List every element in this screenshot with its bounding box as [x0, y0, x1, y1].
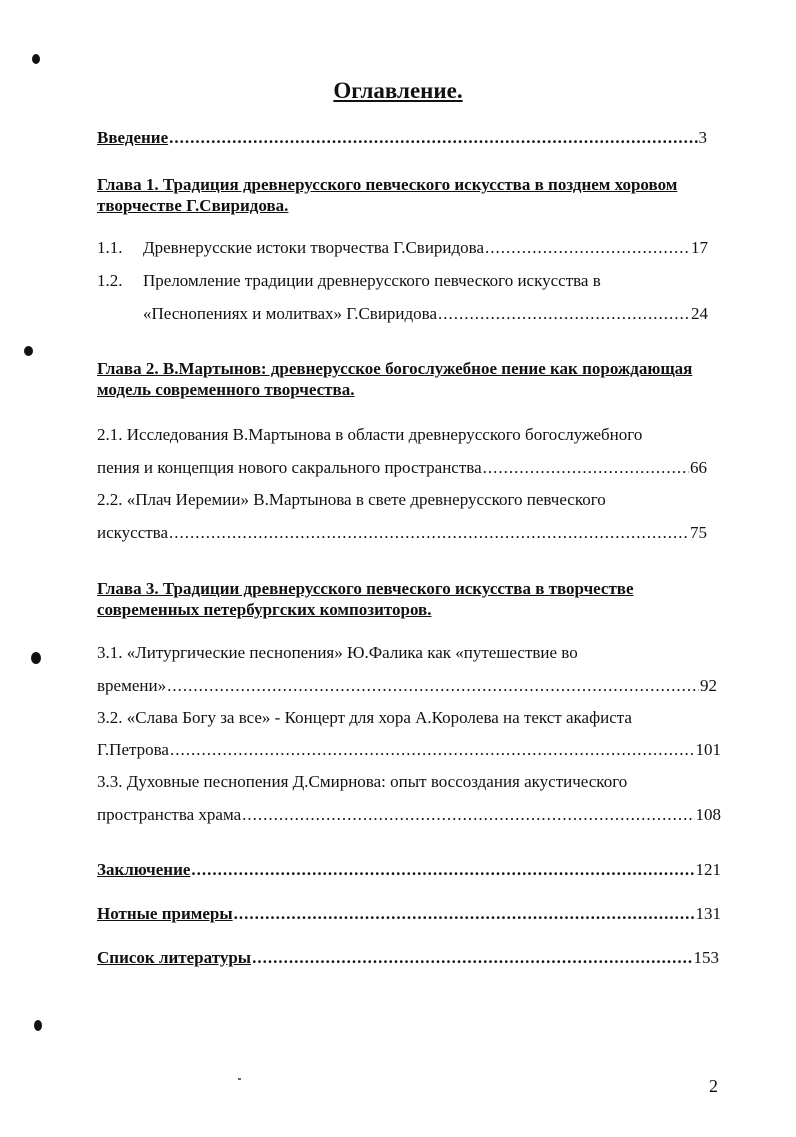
toc-page-number: 75	[690, 523, 707, 542]
binding-hole-mark	[32, 54, 40, 64]
binding-hole-mark	[24, 346, 33, 356]
chapter-3-heading[interactable]: Глава 3. Традиции древнерусского певческого искусства в творчестве современных петербургских композиторов.	[97, 579, 634, 619]
scan-speck	[238, 1078, 241, 1080]
section-number: 1.1.	[97, 238, 123, 257]
section-number: 1.2.	[97, 271, 123, 290]
toc-entry-3-3[interactable]	[97, 803, 721, 827]
toc-entry-3-2[interactable]	[97, 738, 721, 762]
toc-entry-3-2-line1[interactable]: 3.2. «Слава Богу за все» - Концерт для хора А.Королева на текст акафиста	[97, 708, 632, 727]
toc-entry-music-examples[interactable]	[97, 902, 721, 926]
toc-entry-label: Древнерусские истоки творчества Г.Свиридова	[143, 238, 485, 257]
chapter-2-heading[interactable]: Глава 2. В.Мартынов: древнерусское богослужебное пение как порождающая модель современного творчества.	[97, 359, 693, 399]
toc-entry-conclusion[interactable]	[97, 858, 721, 882]
toc-page-number: 3	[698, 128, 707, 147]
dot-leader	[191, 858, 694, 882]
dot-leader	[169, 521, 689, 545]
toc-entry-1-1[interactable]	[143, 236, 708, 260]
toc-entry-bibliography[interactable]	[97, 946, 719, 970]
page-title: Оглавление.	[333, 78, 463, 103]
toc-entry-label: времени»	[97, 676, 167, 695]
toc-entry-1-2[interactable]	[143, 302, 708, 326]
toc-entry-label: пространства храма	[97, 805, 242, 824]
dot-leader	[170, 738, 695, 762]
toc-entry-label: Заключение	[97, 860, 191, 879]
toc-page-number: 108	[695, 805, 721, 824]
toc-entry-3-1[interactable]	[97, 674, 717, 698]
toc-entry-2-2[interactable]	[97, 521, 707, 545]
dot-leader	[242, 803, 694, 827]
toc-page-number: 121	[695, 860, 721, 879]
binding-hole-mark	[31, 652, 41, 664]
binding-hole-mark	[34, 1020, 42, 1031]
toc-entry-3-3-line1[interactable]: 3.3. Духовные песнопения Д.Смирнова: опыт воссоздания акустического	[97, 772, 628, 791]
toc-entry-label: Г.Петрова	[97, 740, 169, 759]
dot-leader	[234, 902, 695, 926]
toc-entry-label: «Песнопениях и молитвах» Г.Свиридова	[143, 304, 438, 323]
toc-entry-label: Введение	[97, 128, 169, 147]
toc-page-number: 24	[691, 304, 708, 323]
toc-entry-label: пения и концепция нового сакрального пространства	[97, 458, 482, 477]
page-number: 2	[709, 1076, 718, 1096]
toc-entry-2-1-line1[interactable]: 2.1. Исследования В.Мартынова в области древнерусского богослужебного	[97, 425, 643, 444]
dot-leader	[169, 126, 697, 150]
toc-entry-label: искусства	[97, 523, 169, 542]
chapter-1-heading[interactable]: Глава 1. Традиция древнерусского певческого искусства в позднем хоровом творчестве Г.Свиридова.	[97, 175, 678, 215]
toc-entry-label: Нотные примеры	[97, 904, 233, 923]
dot-leader	[252, 946, 692, 970]
toc-page-number: 92	[700, 676, 717, 695]
dot-leader	[167, 674, 699, 698]
dot-leader	[438, 302, 690, 326]
toc-page-number: 153	[693, 948, 719, 967]
dot-leader	[483, 456, 689, 480]
toc-entry-2-2-line1[interactable]: 2.2. «Плач Иеремии» В.Мартынова в свете древнерусского певческого	[97, 490, 606, 509]
toc-entry-3-1-line1[interactable]: 3.1. «Литургические песнопения» Ю.Фалика как «путешествие во	[97, 643, 578, 662]
toc-entry-intro[interactable]	[97, 126, 707, 150]
toc-entry-label: Список литературы	[97, 948, 252, 967]
toc-page-number: 66	[690, 458, 707, 477]
toc-entry-1-2-line1[interactable]: Преломление традиции древнерусского певческого искусства в	[143, 271, 601, 290]
toc-page-number: 17	[691, 238, 708, 257]
toc-page-number: 131	[695, 904, 721, 923]
toc-page-number: 101	[695, 740, 721, 759]
dot-leader	[485, 236, 690, 260]
toc-entry-2-1[interactable]	[97, 456, 707, 480]
